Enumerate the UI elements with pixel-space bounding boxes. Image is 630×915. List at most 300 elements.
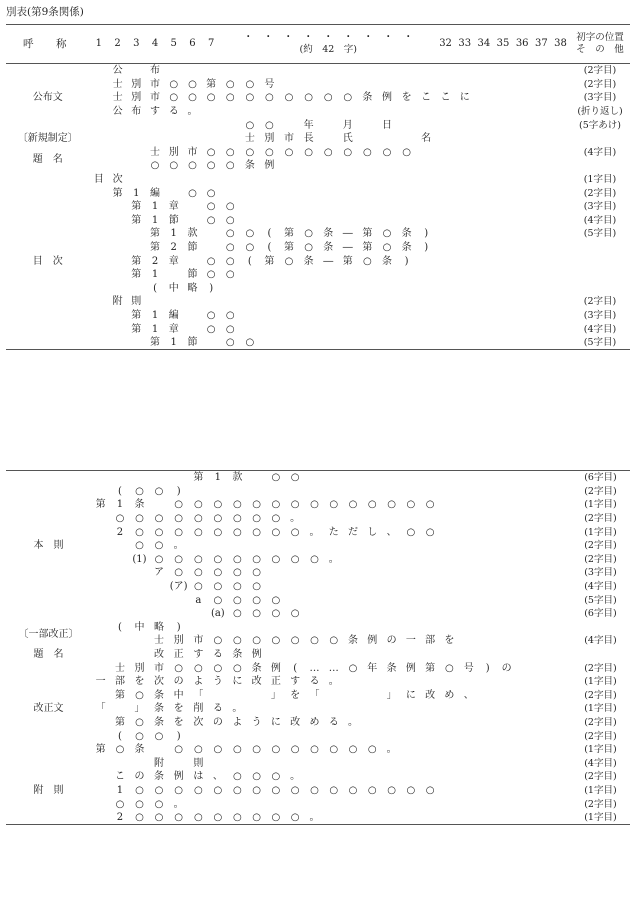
char-cell	[534, 661, 552, 675]
position-note: (2字目)	[584, 540, 617, 552]
char-cell: 第	[206, 78, 217, 90]
char-cell	[363, 512, 382, 526]
char-cell	[516, 784, 534, 798]
char-cell	[247, 797, 266, 811]
char-cell: ○	[271, 513, 281, 525]
position-note: (2字目)	[583, 78, 617, 90]
char-cell	[516, 675, 534, 689]
char-cell	[534, 471, 552, 485]
char-cell	[497, 634, 516, 648]
char-cell	[401, 593, 420, 607]
header-dots	[221, 25, 436, 64]
char-cell	[382, 539, 401, 553]
section-name: 附 則	[33, 784, 64, 796]
char-cell: 1	[151, 309, 159, 321]
char-cell	[474, 173, 493, 187]
char-cell	[397, 309, 417, 323]
char-cell: こ	[114, 771, 125, 783]
char-cell	[127, 282, 146, 296]
char-cell	[420, 512, 439, 526]
char-cell	[416, 268, 436, 282]
char-cell	[416, 64, 436, 78]
char-cell: 2	[170, 242, 177, 254]
char-cell: 条	[244, 160, 255, 172]
char-cell	[516, 593, 534, 607]
char-cell	[90, 241, 109, 255]
char-cell	[208, 756, 228, 770]
char-cell	[497, 498, 516, 512]
char-cell: ○	[284, 255, 294, 267]
char-cell	[318, 282, 338, 296]
char-cell	[91, 770, 110, 784]
char-cell	[401, 770, 420, 784]
char-cell: ○	[232, 812, 242, 824]
char-cell: 条	[232, 649, 243, 661]
char-cell: ○	[323, 92, 333, 104]
char-cell: ○	[284, 146, 294, 158]
position-note: (2字目)	[584, 716, 617, 728]
table-row	[6, 756, 630, 770]
char-cell: ○	[367, 744, 377, 756]
char-cell	[338, 78, 358, 92]
char-cell: ○	[174, 499, 184, 511]
char-cell: ○	[310, 499, 319, 511]
char-cell: 例	[173, 771, 184, 783]
char-cell	[240, 173, 260, 187]
char-cell: 改	[251, 676, 262, 688]
char-cell	[377, 64, 397, 78]
char-cell	[513, 173, 532, 187]
char-cell	[382, 621, 401, 635]
char-cell	[420, 702, 439, 716]
char-cell: 別	[131, 78, 142, 90]
position-note	[570, 282, 630, 296]
char-cell: ○	[193, 662, 203, 674]
char-cell	[324, 593, 343, 607]
char-cell: ○	[154, 553, 164, 565]
char-cell	[478, 743, 497, 757]
char-cell	[358, 322, 378, 336]
char-cell	[493, 118, 512, 132]
char-cell: 、	[386, 526, 397, 538]
char-cell	[343, 512, 362, 526]
char-cell: 改	[425, 689, 436, 701]
char-cell	[343, 770, 362, 784]
char-cell	[516, 661, 534, 675]
table-row	[6, 64, 630, 78]
char-cell: 第	[95, 499, 106, 511]
char-cell: 市	[193, 635, 204, 647]
char-cell	[416, 159, 436, 173]
char-cell	[260, 173, 280, 187]
char-cell: 目	[93, 174, 104, 186]
char-cell	[497, 756, 516, 770]
char-cell: ○	[290, 635, 300, 647]
char-cell: ○	[115, 798, 125, 810]
char-cell	[459, 634, 478, 648]
char-cell	[146, 118, 165, 132]
char-cell	[553, 770, 571, 784]
char-cell	[146, 295, 165, 309]
char-cell: ○	[310, 744, 319, 756]
char-cell: 2	[151, 255, 159, 267]
char-cell	[240, 282, 260, 296]
char-cell	[240, 105, 260, 119]
char-cell	[516, 811, 534, 825]
char-cell	[91, 689, 110, 703]
char-cell: )	[404, 255, 409, 267]
char-cell	[474, 268, 493, 282]
char-cell	[459, 702, 478, 716]
char-cell	[91, 797, 110, 811]
table-row	[6, 811, 630, 825]
char-cell	[266, 621, 285, 635]
char-cell: う	[251, 716, 262, 728]
char-cell	[420, 539, 439, 553]
char-cell	[401, 539, 420, 553]
char-cell	[497, 648, 516, 662]
char-cell	[377, 78, 397, 92]
table-row	[6, 295, 630, 309]
char-cell	[532, 159, 551, 173]
char-cell	[91, 485, 110, 499]
position-note: (4字目)	[584, 757, 617, 769]
char-cell	[279, 64, 299, 78]
char-cell	[397, 118, 417, 132]
char-cell: ○	[135, 540, 144, 552]
char-cell: 月	[342, 119, 353, 131]
header-col-5: 5	[164, 25, 183, 64]
char-cell	[513, 295, 532, 309]
char-cell: ○	[245, 228, 255, 240]
char-cell: ○	[245, 146, 255, 158]
char-cell: 中	[173, 689, 184, 701]
char-cell	[169, 593, 189, 607]
char-cell	[338, 309, 358, 323]
char-cell: 例	[405, 662, 416, 674]
char-cell	[474, 309, 493, 323]
char-cell	[551, 227, 570, 241]
char-cell	[110, 634, 129, 648]
char-cell: ○	[271, 526, 281, 538]
char-cell	[363, 770, 382, 784]
char-cell: 第	[284, 228, 295, 240]
char-cell	[382, 770, 401, 784]
char-cell	[90, 64, 109, 78]
char-cell	[553, 689, 571, 703]
char-cell	[266, 485, 285, 499]
char-cell: 」	[270, 689, 281, 701]
char-cell	[553, 661, 571, 675]
char-cell	[382, 811, 401, 825]
table-row	[6, 91, 630, 105]
char-cell	[397, 64, 417, 78]
char-cell	[436, 268, 455, 282]
char-cell	[299, 173, 319, 187]
char-cell	[551, 214, 570, 228]
char-cell: こ	[440, 92, 451, 104]
char-cell	[493, 146, 512, 160]
char-cell	[420, 770, 439, 784]
char-cell	[474, 200, 493, 214]
char-cell	[299, 78, 319, 92]
char-cell	[420, 756, 439, 770]
char-cell	[420, 580, 439, 594]
char-cell	[534, 797, 552, 811]
char-cell	[338, 282, 358, 296]
position-note: (1字目)	[584, 703, 617, 715]
char-cell	[436, 186, 455, 200]
char-cell	[534, 593, 552, 607]
char-cell	[516, 566, 534, 580]
char-cell	[493, 91, 512, 105]
char-cell	[420, 797, 439, 811]
char-cell	[363, 729, 382, 743]
char-cell	[338, 105, 358, 119]
char-cell	[497, 539, 516, 553]
char-cell: 別	[264, 133, 275, 145]
char-cell: ○	[252, 567, 261, 579]
char-cell	[247, 621, 266, 635]
position-note	[570, 159, 630, 173]
char-cell	[189, 729, 208, 743]
char-cell	[343, 689, 362, 703]
char-cell: 第	[131, 309, 142, 321]
char-cell	[130, 566, 150, 580]
char-cell	[534, 621, 552, 635]
char-cell	[343, 702, 362, 716]
char-cell: ○	[169, 78, 179, 90]
char-cell: ○	[290, 608, 300, 620]
char-cell	[459, 621, 478, 635]
char-cell: 例	[251, 649, 262, 661]
char-cell	[440, 648, 459, 662]
char-cell	[420, 729, 439, 743]
position-note	[571, 621, 630, 635]
char-cell	[247, 471, 266, 485]
char-cell	[202, 227, 221, 241]
char-cell: ○	[290, 499, 300, 511]
char-cell: ○	[135, 812, 144, 824]
char-cell: ○	[213, 635, 223, 647]
char-cell	[91, 716, 110, 730]
char-cell	[474, 146, 493, 160]
char-cell: 部	[425, 635, 436, 647]
char-cell: ア	[153, 567, 164, 579]
char-cell: ○	[232, 526, 242, 538]
char-cell	[493, 200, 512, 214]
char-cell	[551, 132, 570, 146]
char-cell: )	[485, 662, 490, 674]
header-col-3: 3	[127, 25, 146, 64]
char-cell	[474, 336, 493, 350]
char-cell	[240, 309, 260, 323]
char-cell	[532, 214, 551, 228]
char-cell: ○	[174, 662, 184, 674]
char-cell	[513, 186, 532, 200]
char-cell: 1	[151, 269, 159, 281]
char-cell: ○	[225, 201, 235, 213]
char-cell	[286, 580, 305, 594]
char-cell	[513, 132, 532, 146]
char-cell	[358, 268, 378, 282]
char-cell: 附	[153, 757, 164, 769]
char-cell: ○	[271, 608, 281, 620]
char-cell	[532, 241, 551, 255]
table-row	[6, 621, 630, 635]
char-cell	[513, 159, 532, 173]
char-cell	[440, 566, 459, 580]
char-cell	[305, 471, 324, 485]
char-cell	[228, 797, 247, 811]
char-cell	[436, 295, 455, 309]
char-cell: 条	[153, 716, 164, 728]
char-cell: ○	[225, 337, 235, 349]
char-cell	[493, 268, 512, 282]
char-cell: ○	[290, 812, 300, 824]
char-cell	[299, 309, 319, 323]
char-cell	[474, 254, 493, 268]
char-cell: 士	[114, 662, 125, 674]
char-cell	[358, 186, 378, 200]
char-cell	[299, 214, 319, 228]
char-cell	[532, 91, 551, 105]
char-cell: 第	[95, 744, 106, 756]
char-cell	[532, 186, 551, 200]
char-cell: ○	[188, 78, 197, 90]
char-cell: を	[173, 716, 184, 728]
char-cell: 第	[131, 255, 142, 267]
char-cell: す	[150, 106, 161, 118]
char-cell: 。	[348, 716, 358, 728]
char-cell	[363, 756, 382, 770]
char-cell: ○	[188, 92, 197, 104]
char-cell: こ	[421, 92, 432, 104]
char-cell	[553, 485, 571, 499]
char-cell	[228, 756, 247, 770]
char-cell: ○	[363, 146, 372, 158]
char-cell	[110, 702, 129, 716]
char-cell: 。	[328, 676, 339, 688]
char-cell	[478, 485, 497, 499]
char-cell	[279, 173, 299, 187]
char-cell	[474, 186, 493, 200]
char-cell	[91, 621, 110, 635]
char-cell	[324, 702, 343, 716]
char-cell	[358, 173, 378, 187]
char-cell	[324, 607, 343, 621]
char-cell	[440, 539, 459, 553]
char-cell	[266, 580, 285, 594]
char-cell: ○	[135, 526, 144, 538]
char-cell: る	[309, 676, 320, 688]
char-cell	[553, 525, 571, 539]
char-cell	[459, 729, 478, 743]
char-cell	[260, 64, 280, 78]
char-cell	[91, 525, 110, 539]
char-cell	[90, 118, 109, 132]
char-cell	[91, 756, 110, 770]
char-cell	[478, 512, 497, 526]
char-cell	[363, 471, 382, 485]
char-cell	[318, 78, 338, 92]
char-cell	[286, 566, 305, 580]
char-cell	[516, 553, 534, 567]
char-cell: ○	[304, 242, 313, 254]
char-cell	[534, 553, 552, 567]
char-cell: ○	[225, 269, 235, 281]
char-cell	[363, 702, 382, 716]
header-col-36: 36	[513, 25, 532, 64]
char-cell: ○	[213, 567, 223, 579]
char-cell	[532, 78, 551, 92]
char-cell	[247, 702, 266, 716]
char-cell: ○	[271, 784, 281, 796]
char-cell: ○	[225, 255, 235, 267]
char-cell: ○	[265, 146, 274, 158]
char-cell	[532, 336, 551, 350]
char-cell	[474, 118, 493, 132]
char-cell	[436, 118, 455, 132]
char-cell: 例	[367, 635, 378, 647]
char-cell	[455, 227, 474, 241]
char-cell: ○	[232, 635, 242, 647]
char-cell: 中	[134, 621, 145, 633]
char-cell: す	[193, 649, 204, 661]
char-cell: ○	[425, 499, 435, 511]
char-cell: ○	[290, 744, 300, 756]
position-note: (4字目)	[583, 214, 617, 226]
char-cell	[497, 702, 516, 716]
char-cell	[420, 811, 439, 825]
char-cell	[553, 743, 571, 757]
char-cell: 例	[381, 92, 392, 104]
header-dots-sub: (約 42 字)	[299, 44, 358, 55]
position-note: (折り返し)	[577, 106, 623, 118]
char-cell	[478, 498, 497, 512]
char-cell	[397, 78, 417, 92]
char-cell	[459, 512, 478, 526]
position-note: (1字目)	[584, 812, 617, 824]
char-cell	[455, 64, 474, 78]
char-cell: 「	[95, 703, 106, 715]
char-cell: ○	[271, 744, 281, 756]
char-cell	[305, 566, 324, 580]
char-cell	[516, 580, 534, 594]
char-cell	[108, 336, 127, 350]
char-cell	[279, 268, 299, 282]
char-cell	[382, 729, 401, 743]
header-col-37: 37	[532, 25, 551, 64]
char-cell	[436, 322, 455, 336]
char-cell: ○	[367, 784, 377, 796]
char-cell	[397, 322, 417, 336]
char-cell	[474, 241, 493, 255]
table-row	[6, 471, 630, 485]
char-cell	[208, 485, 228, 499]
char-cell: し	[367, 526, 378, 538]
char-cell	[497, 553, 516, 567]
char-cell: ○	[213, 553, 223, 565]
char-cell	[534, 784, 552, 798]
char-cell	[455, 118, 474, 132]
char-cell: 士	[244, 133, 255, 145]
char-cell: ○	[329, 744, 339, 756]
char-cell	[455, 78, 474, 92]
char-cell	[279, 322, 299, 336]
char-cell	[90, 91, 109, 105]
position-note: (1字目)	[584, 676, 617, 688]
